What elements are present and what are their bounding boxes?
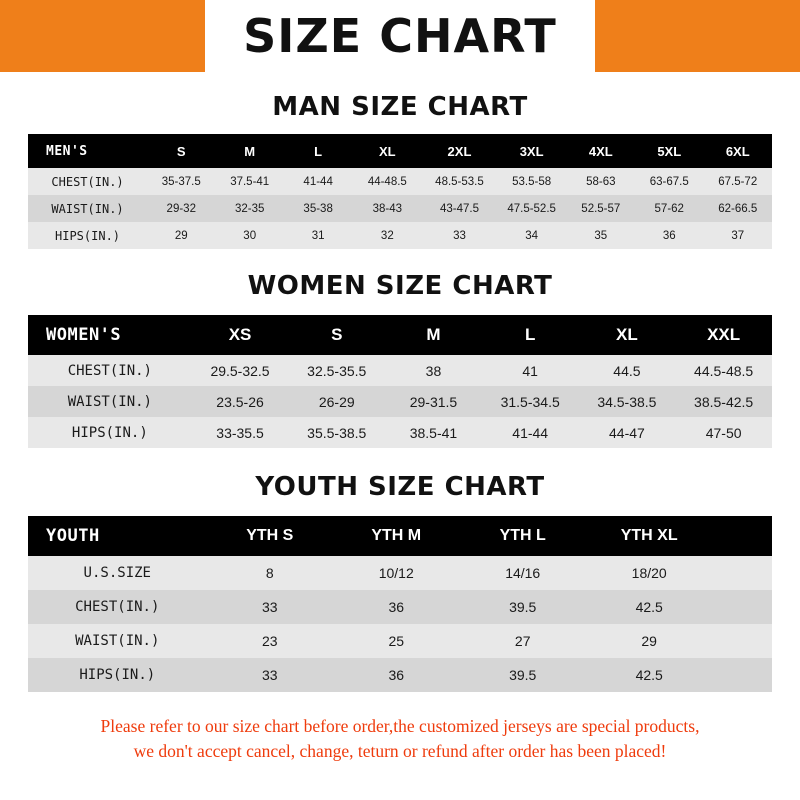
youth-row0-label: U.S.SIZE (83, 565, 151, 581)
man-table-body (28, 168, 772, 249)
man-row2-col5: 33 (453, 229, 466, 242)
man-row0-col4: 44-48.5 (367, 175, 407, 188)
youth-row2-label: WAIST(IN.) (75, 633, 160, 649)
man-row2-col3: 31 (311, 229, 325, 242)
youth-row0-col1: 8 (265, 565, 274, 581)
youth-row2-col4: 29 (641, 633, 657, 649)
women-header-cell-2: S (331, 325, 343, 344)
table-header-row (28, 315, 772, 355)
youth-row3-col3: 39.5 (509, 667, 537, 683)
youth-row1-col4: 42.5 (635, 599, 663, 615)
man-row0-col7: 58-63 (586, 175, 616, 188)
man-header-cell-2: M (244, 143, 256, 159)
women-row0-col5: 44.5 (613, 362, 641, 379)
man-header-cell-8: 5XL (657, 143, 682, 159)
footer-note (20, 714, 780, 764)
man-row0-col8: 63-67.5 (649, 175, 689, 188)
women-header-cell-4: L (524, 325, 536, 344)
youth-table-body (28, 556, 772, 692)
women-header-cell-0: WOMEN'S (46, 325, 122, 345)
man-row0-col3: 41-44 (303, 175, 333, 188)
youth-row2-spacer (712, 624, 772, 658)
youth-row1-col1: 33 (261, 599, 278, 615)
youth-row2-col1: 23 (261, 633, 278, 649)
table-row (28, 417, 772, 448)
women-table-head (28, 315, 772, 355)
women-row1-col4: 31.5-34.5 (500, 393, 560, 410)
youth-row3-spacer (712, 658, 772, 692)
man-row2-col2: 30 (243, 229, 257, 242)
man-header-cell-6: 3XL (519, 143, 544, 159)
table-row (28, 355, 772, 386)
women-table-body (28, 355, 772, 448)
man-header-cell-1: S (176, 143, 186, 159)
youth-row1-col2: 36 (388, 599, 405, 615)
women-row0-label: CHEST(IN.) (67, 362, 152, 379)
youth-table-wrapper (28, 516, 772, 692)
women-row2-col5: 44-47 (609, 424, 645, 441)
women-row0-col6: 44.5-48.5 (694, 362, 754, 379)
man-row2-col4: 32 (380, 229, 394, 242)
man-header-cell-4: XL (379, 143, 396, 159)
man-size-table (28, 134, 772, 249)
youth-row3-col2: 36 (388, 667, 405, 683)
man-section-title: MAN SIZE CHART (272, 92, 528, 122)
women-row2-label: HIPS(IN.) (71, 424, 148, 441)
women-row0-col1: 29.5-32.5 (210, 362, 270, 379)
header-banner (0, 0, 800, 72)
women-header-cell-5: XL (616, 325, 638, 344)
man-row0-col9: 67.5-72 (718, 175, 758, 188)
women-header-cell-1: XS (228, 325, 252, 344)
man-row1-label: WAIST(IN.) (51, 201, 124, 216)
youth-header-cell-4: YTH XL (620, 527, 678, 544)
man-row2-col8: 36 (662, 229, 676, 242)
women-table-wrapper (28, 315, 772, 448)
man-row2-col6: 34 (525, 229, 539, 242)
table-header-row (28, 516, 772, 556)
man-row0-col1: 35-37.5 (161, 175, 201, 188)
man-row2-col7: 35 (594, 229, 608, 242)
man-header-cell-5: 2XL (447, 143, 472, 159)
man-header-cell-0: MEN'S (46, 143, 88, 159)
man-row1-col5: 43-47.5 (439, 202, 479, 215)
women-row2-col1: 33-35.5 (216, 424, 264, 441)
table-row (28, 195, 772, 222)
women-section-title: WOMEN SIZE CHART (247, 271, 553, 301)
women-row0-col2: 32.5-35.5 (307, 362, 367, 379)
table-row (28, 168, 772, 195)
table-row (28, 222, 772, 249)
youth-header-cell-spacer (712, 516, 772, 556)
man-row0-col5: 48.5-53.5 (435, 175, 484, 188)
man-row2-label: HIPS(IN.) (55, 228, 121, 243)
women-row2-col4: 41-44 (512, 424, 549, 441)
women-row2-col3: 38.5-41 (409, 424, 458, 441)
youth-row1-col3: 39.5 (509, 599, 537, 615)
youth-header-cell-0: YOUTH (46, 526, 100, 546)
women-header-cell-3: M (426, 325, 441, 344)
youth-row0-col3: 14/16 (505, 565, 541, 581)
man-table-head (28, 134, 772, 168)
table-header-row (28, 134, 772, 168)
women-row2-col2: 35.5-38.5 (307, 424, 367, 441)
man-row1-col6: 47.5-52.5 (507, 202, 556, 215)
youth-table-head (28, 516, 772, 556)
women-row0-col3: 38 (425, 362, 442, 379)
man-row0-col6: 53.5-58 (512, 175, 552, 188)
women-row0-col4: 41 (522, 362, 538, 379)
women-row2-col6: 47-50 (705, 424, 742, 441)
man-row2-col9: 37 (731, 229, 745, 242)
women-row1-col2: 26-29 (318, 393, 355, 410)
youth-row3-col4: 42.5 (635, 667, 663, 683)
women-size-table (28, 315, 772, 448)
man-row1-col8: 57-62 (654, 202, 684, 215)
table-row (28, 386, 772, 417)
youth-section-title: YOUTH SIZE CHART (255, 472, 545, 502)
youth-row2-col3: 27 (514, 633, 531, 649)
women-header-cell-6: XXL (707, 325, 741, 344)
youth-size-table (28, 516, 772, 692)
man-row1-col1: 29-32 (166, 202, 196, 215)
man-row0-col2: 37.5-41 (230, 175, 270, 188)
footer-note-line1: Please refer to our size chart before order,the customized jerseys are special products, (100, 716, 700, 736)
youth-row3-label: HIPS(IN.) (79, 667, 156, 683)
youth-header-cell-1: YTH S (246, 527, 294, 544)
table-row (28, 556, 772, 590)
man-row1-col4: 38-43 (372, 202, 403, 215)
table-row (28, 590, 772, 624)
table-row (28, 624, 772, 658)
women-row1-col1: 23.5-26 (216, 393, 264, 410)
youth-row0-spacer (712, 556, 772, 590)
man-row0-label: CHEST(IN.) (51, 174, 124, 189)
man-header-cell-3: L (314, 143, 323, 159)
man-row1-col7: 52.5-57 (581, 202, 621, 215)
man-table-wrapper (28, 134, 772, 249)
youth-row1-spacer (712, 590, 772, 624)
page-title: SIZE CHART (243, 9, 557, 63)
footer-note-line2: we don't accept cancel, change, teturn or refund after order has been placed! (133, 741, 667, 761)
youth-header-cell-2: YTH M (371, 527, 422, 544)
youth-row0-col2: 10/12 (378, 565, 414, 581)
women-row1-col3: 29-31.5 (409, 393, 458, 410)
youth-row3-col1: 33 (261, 667, 278, 683)
women-row1-label: WAIST(IN.) (67, 393, 152, 410)
women-row1-col5: 34.5-38.5 (597, 393, 657, 410)
man-row1-col9: 62-66.5 (718, 202, 758, 215)
man-row2-col1: 29 (174, 229, 188, 242)
man-header-cell-7: 4XL (588, 143, 613, 159)
man-header-cell-9: 6XL (725, 143, 750, 159)
table-row (28, 658, 772, 692)
man-row1-col2: 32-35 (234, 202, 265, 215)
youth-row1-label: CHEST(IN.) (75, 599, 160, 615)
youth-row2-col2: 25 (388, 633, 405, 649)
man-row1-col3: 35-38 (303, 202, 333, 215)
women-row1-col6: 38.5-42.5 (694, 393, 754, 410)
youth-row0-col4: 18/20 (631, 565, 667, 581)
youth-header-cell-3: YTH L (499, 527, 546, 544)
